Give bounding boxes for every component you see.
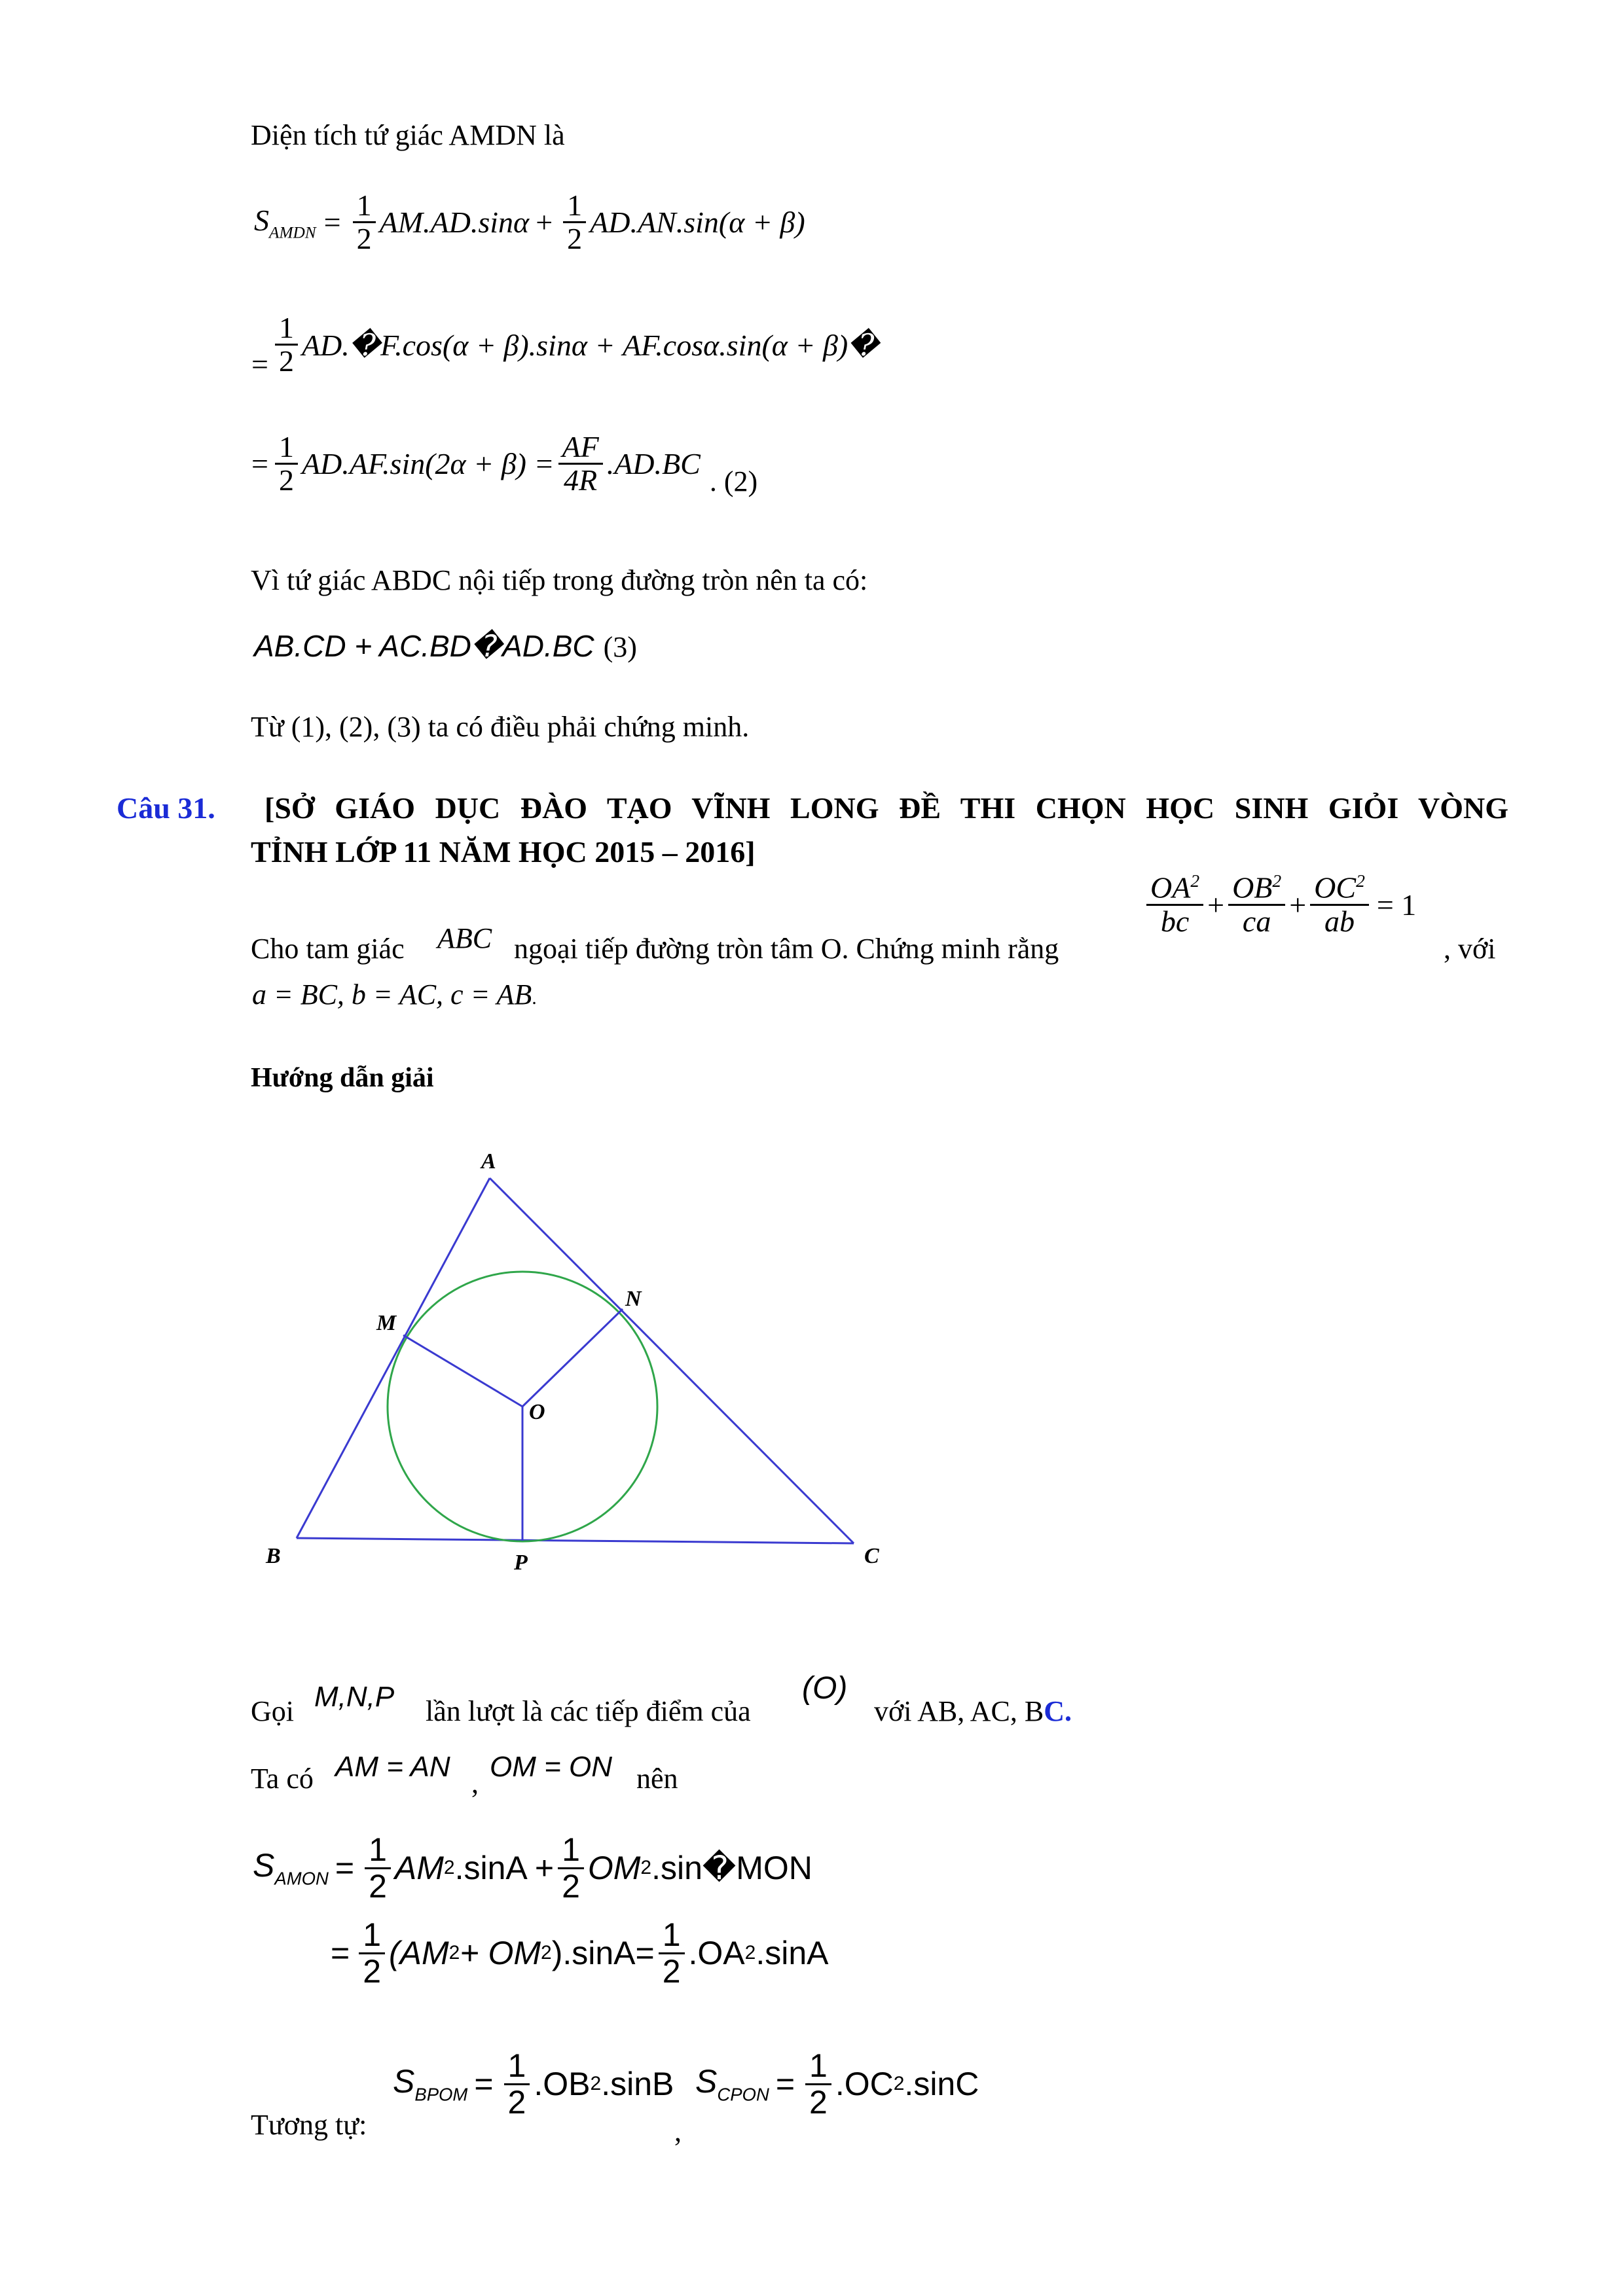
label-b: B — [266, 1544, 281, 1568]
question-title-line-2: TỈNH LỚP 11 NĂM HỌC 2015 – 2016] — [251, 835, 756, 869]
taco-start: Ta có — [251, 1763, 314, 1795]
eq3-fraction-af4r: $\frac{AF}{4R}$ — [558, 431, 603, 497]
eq6-fraction-2: $\frac{1}{2}$ — [659, 1918, 685, 1988]
eq1-fraction: $\frac{1}{2}$ — [353, 190, 376, 255]
statement-definitions: a = BC, b = AC, c = AB. — [252, 978, 537, 1011]
label-m: M — [376, 1311, 397, 1335]
goi-middle: lần lượt là các tiếp điểm của — [426, 1695, 751, 1727]
tuong-tu-label: Tương tự: — [251, 2109, 367, 2141]
side-ac — [490, 1178, 854, 1543]
label-a: A — [481, 1149, 496, 1174]
line-cyclic: Vì tứ giác ABDC nội tiếp trong đường tròn nên ta có: — [251, 564, 868, 596]
equation-sbpom: $S_{BPOM}$ = $\frac{1}{2}$ .OB 2 .sinB — [393, 2047, 674, 2121]
statement-abc: ABC — [437, 922, 492, 954]
statement-identity: $\frac{OA^2}{bc}$ + $\frac{OB^2}{ca}$ + $\frac{OC^2}{ab}$ = 1 — [1142, 872, 1416, 937]
eq2-fraction: $\frac{1}{2}$ — [275, 312, 298, 378]
goi-start: Gọi — [251, 1695, 294, 1727]
eq5-fraction: $\frac{1}{2}$ — [365, 1833, 391, 1903]
sbpom-fraction: $\frac{1}{2}$ — [504, 2049, 530, 2119]
label-n: N — [625, 1287, 642, 1311]
side-ab — [297, 1178, 490, 1538]
eq3-fraction: $\frac{1}{2}$ — [275, 431, 298, 497]
intro-line: Diện tích tứ giác AMDN là — [251, 119, 565, 151]
side-bc — [297, 1538, 854, 1543]
tuong-tu-comma: , — [674, 2115, 682, 2147]
taco-am-an: AM = AN — [335, 1751, 450, 1783]
equation-ptolemy: AB.CD + AC.BD�AD.BC (3) — [254, 629, 637, 663]
eq1-fraction-2: $\frac{1}{2}$ — [563, 190, 586, 255]
label-c: C — [864, 1544, 879, 1568]
equation-samon: $S_{AMON}$ = $\frac{1}{2}$ AM 2 .sinA + $\frac{1}{2}$ OM 2 .sin � MON — [253, 1831, 812, 1905]
statement-end: , với — [1444, 933, 1496, 965]
statement-start: Cho tam giác — [251, 933, 405, 965]
question-number: Câu 31. — [117, 791, 215, 825]
frac-oc: $\frac{OC^2}{ab}$ — [1310, 872, 1369, 937]
equation-samon-2: = $\frac{1}{2}$ (AM 2 + OM 2 ).sinA= $\frac{1}{2}$ .OA 2 .sinA — [331, 1916, 829, 1990]
equation-line-2: = $\frac{1}{2}$ AD.�F.cos(α + β).sinα + AF.cosα.sin(α + β)� — [251, 310, 879, 381]
equation-scpon: $S_{CPON}$ = $\frac{1}{2}$ .OC 2 .sinC — [695, 2047, 979, 2121]
frac-oa: $\frac{OA^2}{bc}$ — [1146, 872, 1203, 937]
label-o: O — [529, 1400, 545, 1424]
taco-comma: , — [471, 1767, 479, 1799]
scpon-fraction: $\frac{1}{2}$ — [805, 2049, 831, 2119]
eq6-fraction: $\frac{1}{2}$ — [359, 1918, 385, 1988]
goi-mnp: M,N,P — [314, 1681, 395, 1713]
incircle-figure — [249, 1126, 923, 1584]
radius-om — [403, 1335, 522, 1407]
taco-end: nên — [636, 1763, 678, 1795]
frac-ob: $\frac{OB^2}{ca}$ — [1228, 872, 1285, 937]
line-conclusion: Từ (1), (2), (3) ta có điều phải chứng minh. — [251, 711, 750, 743]
radius-on — [522, 1309, 623, 1407]
eq3-label: . (2) — [709, 465, 758, 497]
label-p: P — [514, 1551, 528, 1575]
statement-middle: ngoại tiếp đường tròn tâm O. Chứng minh rằng — [514, 933, 1059, 965]
guide-heading: Hướng dẫn giải — [251, 1063, 434, 1093]
question-title-line-1: [SỞ GIÁO DỤC ĐÀO TẠO VĨNH LONG ĐỀ THI CHỌN HỌC SINH GIỎI VÒNG — [264, 791, 1508, 825]
equation-samdn: $S_{AMDN}$ = $\frac{1}{2}$ AM.AD.sinα + $\frac{1}{2}$ AD.AN.sin(α + β) — [254, 188, 805, 256]
eq1-lhs: $S_{AMDN}$ — [254, 203, 316, 242]
goi-circle-o: (O) — [802, 1671, 848, 1706]
goi-end: với AB, AC, BC. — [874, 1695, 1072, 1727]
eq5-fraction-2: $\frac{1}{2}$ — [558, 1833, 584, 1903]
equation-line-3: = $\frac{1}{2}$ AD.AF.sin(2α + β) = $\frac{AF}{4R}$ .AD.BC . (2) — [251, 429, 758, 497]
taco-om-on: OM = ON — [490, 1751, 613, 1783]
